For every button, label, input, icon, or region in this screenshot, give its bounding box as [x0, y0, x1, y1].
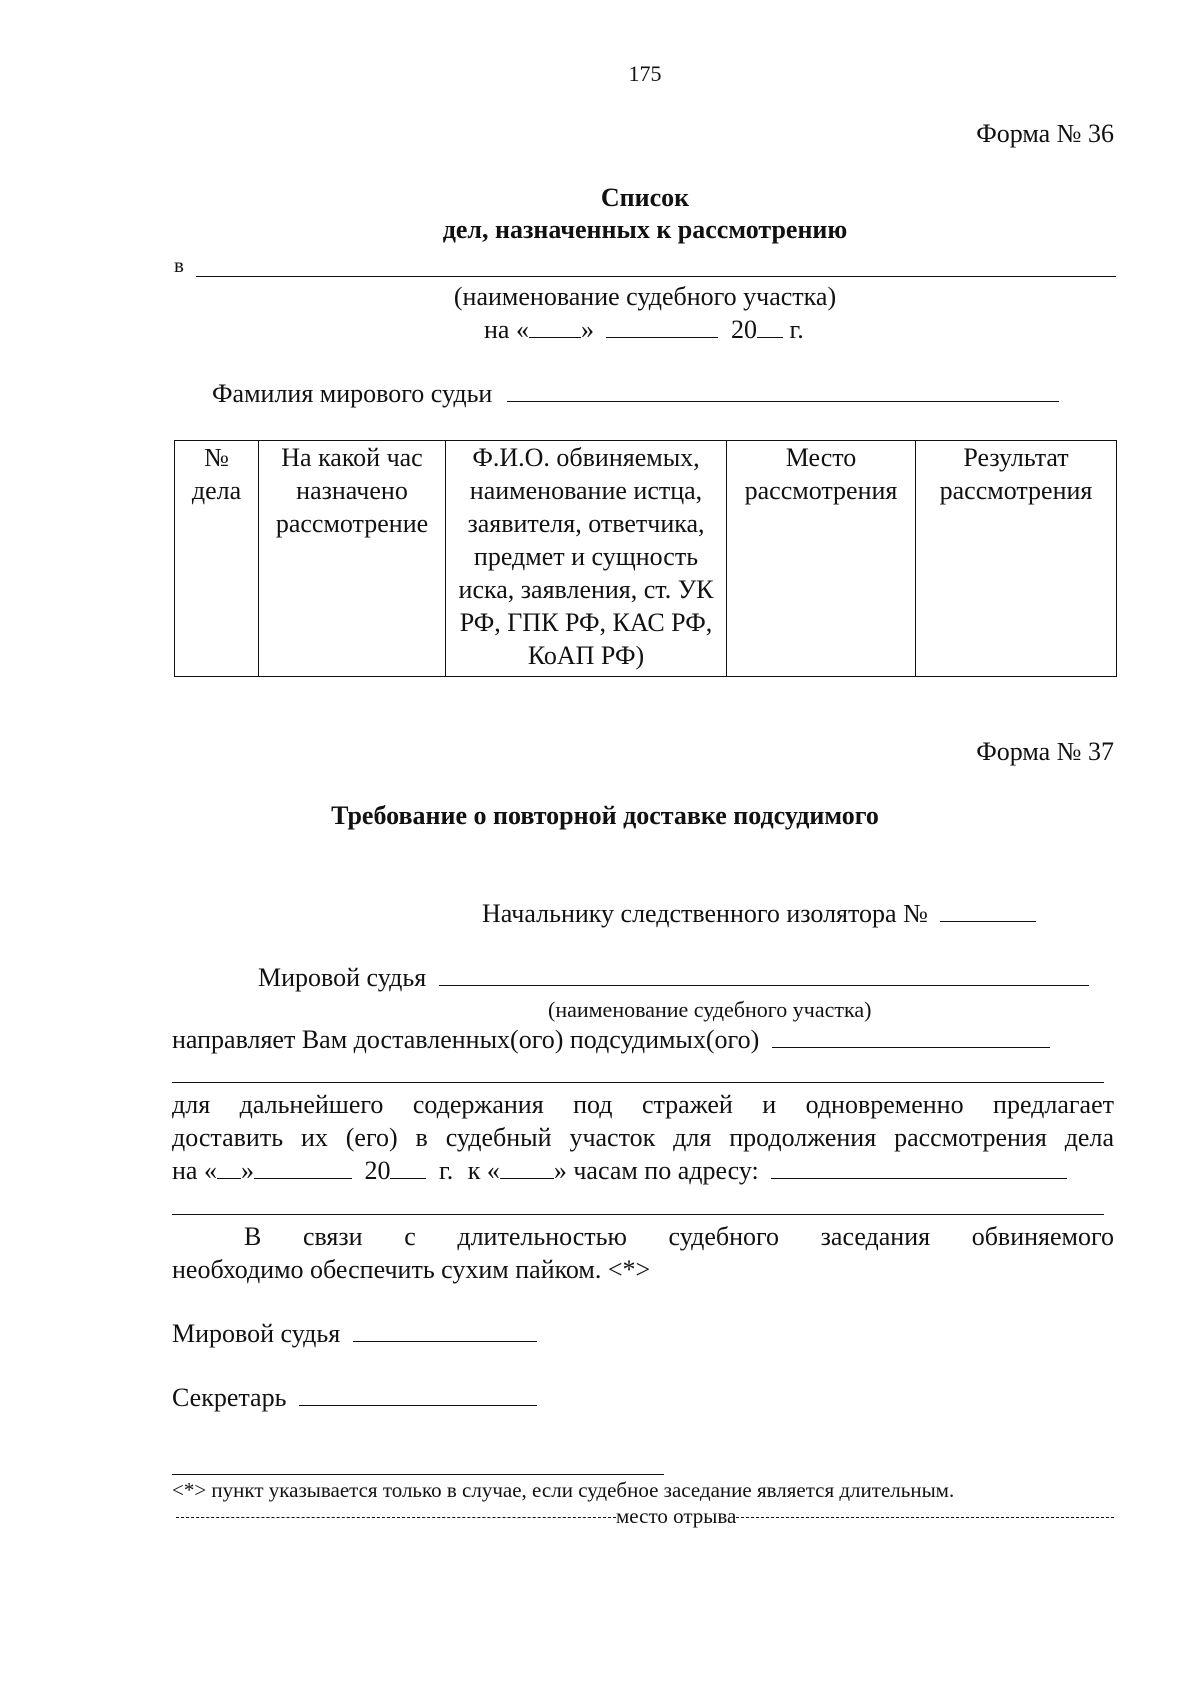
tear-line-dashes-left: [176, 1517, 616, 1518]
address-blank: [771, 1156, 1067, 1179]
form36-prefix-v: в: [174, 253, 184, 277]
col-result: Результат рассмотрения: [916, 441, 1117, 677]
cases-table-header-row: [175, 441, 1117, 677]
court-name-line: [196, 276, 1116, 277]
date-na-text: на «: [484, 315, 529, 344]
form36-title-line1: Список: [600, 183, 690, 212]
sign-judge-row: [172, 1318, 537, 1350]
form37-year-blank: [390, 1156, 426, 1179]
page-number: 175: [628, 61, 662, 86]
col-parties-subject: Ф.И.О. обвиняемых, наименование истца, заявителя, ответчика, предмет и сущность иска, заявления, ст. УК РФ, ГПК РФ, КАС РФ, КоАП РФ): [446, 441, 727, 677]
tear-line-dashes-right: [736, 1517, 1114, 1518]
sign-judge-label: Мировой судья: [172, 1319, 341, 1348]
sizo-number-blank: [940, 899, 1036, 922]
ration-line-2: необходимо обеспечить сухим пайком. <*>: [172, 1255, 651, 1284]
form37-year-prefix: 20: [364, 1156, 391, 1185]
sign-secretary-row: [172, 1382, 537, 1414]
form36-court-caption: (наименование судебного участка): [453, 282, 837, 311]
year-suffix-g: г.: [789, 315, 804, 344]
tear-line-label: место отрыва: [616, 1504, 737, 1528]
defendant-continuation-line: [172, 1082, 1104, 1083]
col-scheduled-hour: На какой час назначено рассмотрение: [259, 441, 446, 677]
addressee-row: [482, 898, 1036, 930]
form37-label: Форма № 37: [976, 737, 1114, 766]
form36-date-line: [484, 314, 804, 346]
judge-surname-label: Фамилия мирового судьи: [212, 379, 493, 408]
year-blank: [757, 315, 783, 338]
day-blank: [529, 315, 581, 338]
date-close-quote: »: [580, 315, 594, 344]
year-prefix: 20: [730, 315, 757, 344]
time-k-text: к «: [467, 1156, 500, 1185]
detention-line-2: доставить их (его) в судебный участок для продолжения рассмотрения дела: [172, 1123, 1114, 1152]
sends-text: направляет Вам доставленных(ого) подсудимых(ого): [172, 1025, 760, 1054]
address-continuation-line: [172, 1214, 1104, 1215]
form37-date-na: на «: [172, 1156, 217, 1185]
form36-title-line2: дел, назначенных к рассмотрению: [442, 215, 848, 244]
defendant-blank: [772, 1025, 1050, 1048]
form36-label: Форма № 36: [976, 119, 1114, 148]
form37-date-close-quote: »: [240, 1156, 254, 1185]
judge-surname-row: [212, 378, 1059, 410]
footnote-text: <*> пункт указывается только в случае, если судебное заседание является длительным.: [172, 1478, 955, 1502]
col-case-number: № дела: [175, 441, 259, 677]
form37-month-blank: [254, 1156, 352, 1179]
form37-court-caption: (наименование судебного участка): [548, 997, 872, 1022]
form37-title: Требование о повторной доставке подсудимого: [331, 801, 879, 830]
sends-row: [172, 1024, 1050, 1056]
date-time-address-row: [172, 1155, 1067, 1187]
form37-judge-label: Мировой судья: [258, 963, 427, 992]
tear-line: [176, 1503, 1114, 1529]
sign-secretary-label: Секретарь: [172, 1383, 287, 1412]
sign-secretary-blank: [299, 1383, 537, 1406]
addressee-text: Начальнику следственного изолятора №: [482, 899, 928, 928]
sign-judge-blank: [353, 1319, 537, 1342]
judge-surname-blank: [507, 379, 1059, 402]
form37-judge-row: [258, 962, 1089, 994]
form37-year-g: г.: [438, 1156, 454, 1185]
footnote-separator: [172, 1474, 664, 1475]
cases-table: [174, 440, 1117, 677]
form37-day-blank: [217, 1156, 241, 1179]
hour-blank: [500, 1156, 554, 1179]
month-blank: [606, 315, 718, 338]
col-venue: Место рассмотрения: [727, 441, 916, 677]
form37-court-blank: [439, 963, 1089, 986]
time-tail-text: » часам по адресу:: [553, 1156, 759, 1185]
ration-line-1: В связи с длительностью судебного заседания обвиняемого: [244, 1222, 1114, 1251]
detention-line-1: для дальнейшего содержания под стражей и одновременно предлагает: [172, 1090, 1114, 1119]
